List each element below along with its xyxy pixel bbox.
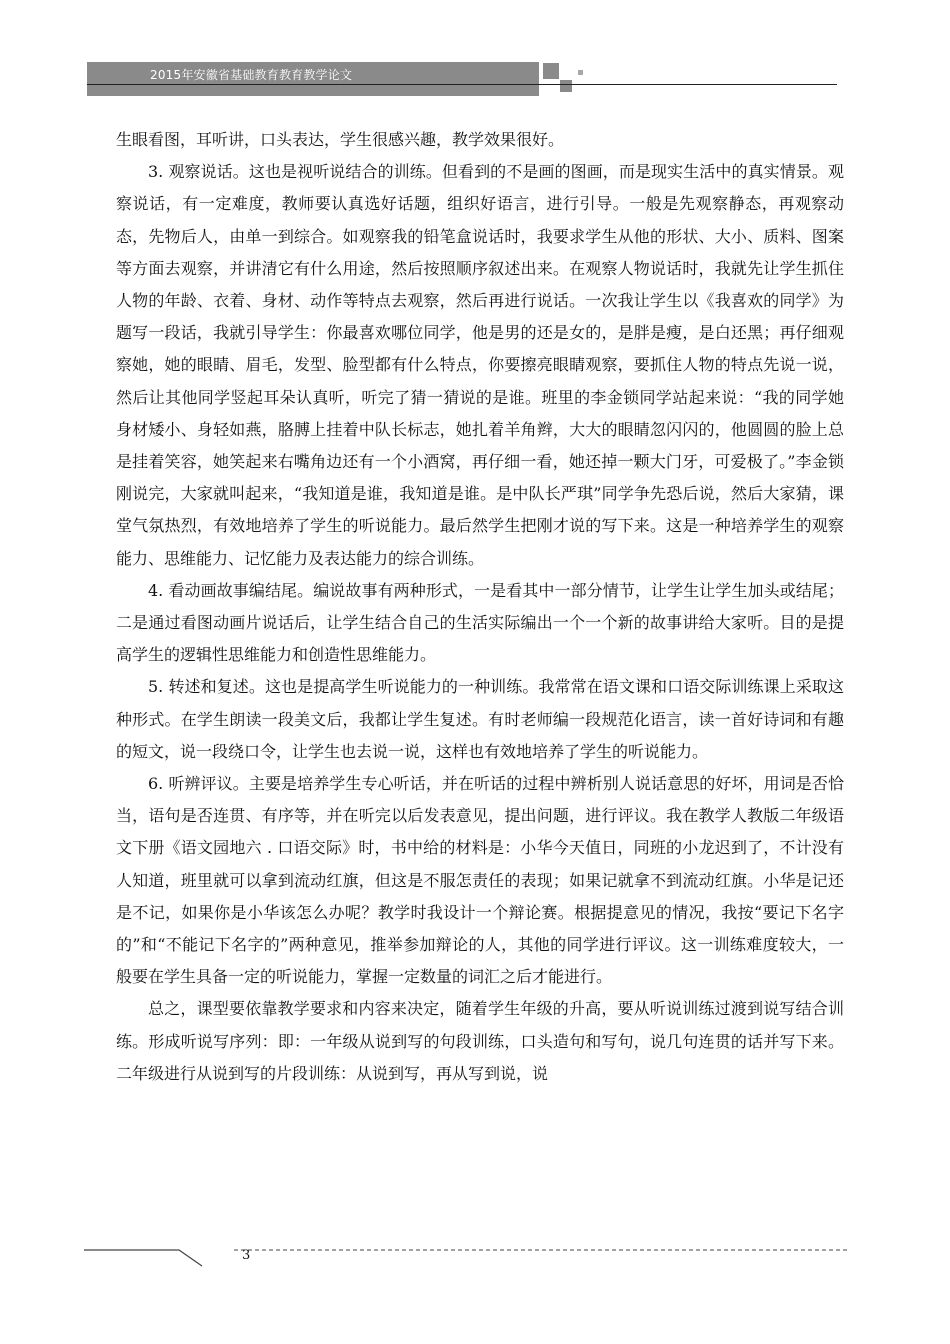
paragraph: 总之，课型要依靠教学要求和内容来决定，随着学生年级的升高，要从听说训练过渡到说写结合训练。形成听说写序列：即：一年级从说到写的句段训练，口头造句和写句，说几句连贯的话并写下来。二年级进行从说到写的片段训练：从说到写，再从写到说，说	[116, 999, 844, 1083]
paragraph: 3. 观察说话。这也是视听说结合的训练。但看到的不是画的图画，而是现实生活中的真实情景。观察说话，有一定难度，教师要认真选好话题，组织好语言，进行引导。一般是先观察静态，再观察动态，先物后人，由单一到综合。如观察我的铅笔盒说话时，我要求学生从他的形状、大小、质料、图案等方面去观察，并讲清它有什么用途，然后按照顺序叙述出来。在观察人物说话时，我就先让学生抓住人物的年龄、衣着、身材、动作等特点去观察，然后再进行说话。一次我让学生以《我喜欢的同学》为题写一段话，我就引导学生：你最喜欢哪位同学，他是男的还是女的，是胖是瘦，是白还黑；再仔细观察她，她的眼睛、眉毛，发型、脸型都有什么特点，你要擦亮眼睛观察，要抓住人物的特点先说一说，然后让其他同学竖起耳朵认真听，听完了猜一猜说的是谁。班里的李金锁同学站起来说：“我的同学她身材矮小、身轻如燕，胳膊上挂着中队长标志，她扎着羊角辫，大大的眼睛忽闪闪的，他圆圆的脸上总是挂着笑容，她笑起来右嘴角边还有一个小酒窝，再仔细一看，她还掉一颗大门牙，可爱极了。”李金锁刚说完，大家就叫起来，“我知道是谁，我知道是谁。是中队长严琪”同学争先恐后说，然后大家猜，课堂气氛热烈，有效地培养了学生的听说能力。最后然学生把刚才说的写下来。这是一种培养学生的观察能力、思维能力、记忆能力及表达能力的综合训练。	[116, 162, 844, 568]
header-decor-square	[578, 70, 583, 75]
document-body	[116, 124, 844, 1090]
paragraph: 5. 转述和复述。这也是提高学生听说能力的一种训练。我常常在语文课和口语交际训练课上采取这种形式。在学生朗读一段美文后，我都让学生复述。有时老师编一段规范化语言，读一首好诗词和有趣的短文，说一段绕口令，让学生也去说一说，这样也有效地培养了学生的听说能力。	[116, 677, 844, 761]
paragraph: 生眼看图，耳听讲，口头表达，学生很感兴趣，教学效果很好。	[116, 130, 565, 149]
paragraph: 6. 听辨评议。主要是培养学生专心听话，并在听话的过程中辨析别人说话意思的好坏，用词是否恰当，语句是否连贯、有序等，并在听完以后发表意见，提出问题，进行评议。我在教学人教版二年级语文下册《语文园地六 . 口语交际》时，书中给的材料是：小华今天值日，同班的小龙迟到了，不计没有人知道，班里就可以拿到流动红旗，但这是不服怎责任的表现；如果记就拿不到流动红旗。小华是记还是不记，如果你是小华该怎么办呢？教学时我设计一个辩论赛。根据提意见的情况，我按“要记下名字的”和“不能记下名字的”两种意见，推举参加辩论的人，其他的同学进行评议。这一训练难度较大，一般要在学生具备一定的听说能力，掌握一定数量的词汇之后才能进行。	[116, 774, 844, 987]
paragraph: 4. 看动画故事编结尾。编说故事有两种形式，一是看其中一部分情节，让学生让学生加头或结尾；二是通过看图动画片说话后，让学生结合自己的生活实际编出一个一个新的故事讲给大家听。目的是提高学生的逻辑性思维能力和创造性思维能力。	[116, 580, 844, 665]
footer-rule	[84, 1244, 854, 1274]
page-number: 3	[242, 1248, 251, 1263]
header-decor-square	[560, 80, 572, 92]
header-title: 2015年安徽省基础教育教育教学论文	[150, 68, 353, 82]
header-decor-square	[543, 63, 559, 79]
header-rule	[87, 84, 837, 85]
